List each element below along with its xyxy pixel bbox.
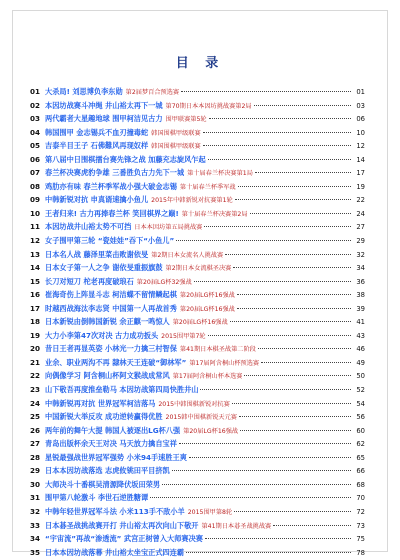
dot-leader (186, 552, 351, 553)
entry-title[interactable] (45, 478, 160, 492)
entry-number: 19 (30, 330, 41, 340)
entry-title[interactable] (45, 356, 259, 370)
page-number: 72 (356, 507, 365, 516)
entry-number: 12 (30, 236, 41, 246)
dot-leader (205, 538, 351, 539)
entry-number: 21 (30, 357, 41, 367)
entry-event: 第17届阿含桐山杯本选赛 (172, 373, 243, 381)
entry-number: 25 (30, 412, 41, 422)
toc-entry[interactable] (30, 519, 365, 533)
dot-leader (238, 186, 351, 187)
entry-headline: 业余、职业两沟不再 隸林天王连破“御林军” (45, 357, 187, 367)
entry-title[interactable] (45, 342, 256, 356)
entry-headline: 春兰杯决赛虎豹争雄 三番胜负古力先下一城 (45, 168, 185, 178)
entry-headline: 日本本因坊战落选 志虎攸铫田平目挤凯 (45, 466, 170, 476)
page-number: 60 (356, 426, 365, 435)
toc-entry[interactable] (30, 139, 365, 153)
page-number: 41 (356, 318, 365, 327)
entry-event: 日本本因坊第五局挑战赛 (134, 224, 203, 232)
entry-headline: 青岛出版杯余天王对决 马天放力擒自宝祥 (45, 439, 177, 449)
entry-event: 2015围甲第7轮 (161, 332, 206, 340)
entry-headline: 大师决斗十番棋吴清源降伏坂田荣男 (45, 479, 161, 489)
entry-number: 28 (30, 452, 41, 462)
entry-title[interactable] (45, 153, 206, 167)
entry-title[interactable] (45, 315, 228, 329)
dot-leader (150, 497, 351, 498)
entry-headline: 日本名人战 藤泽里菜击败谢依旻 (45, 249, 149, 259)
dot-leader (233, 267, 351, 268)
page-number: 32 (356, 250, 365, 259)
entry-title[interactable] (45, 193, 233, 207)
entry-event: 第70期日本本因坊挑战赛第2局 (165, 102, 252, 110)
page-number: 66 (356, 467, 365, 476)
entry-title[interactable] (45, 369, 242, 383)
entry-title[interactable] (45, 383, 198, 397)
page-number: 27 (356, 223, 365, 232)
entry-title[interactable] (45, 112, 207, 126)
dot-leader (204, 226, 351, 227)
entry-event: 第20届LG杯16强战 (172, 319, 228, 327)
entry-headline: 第八届中日围棋擂台赛先锋之战 加藤充志旋风乍起 (45, 154, 206, 164)
toc-entry[interactable] (30, 464, 365, 478)
entry-number: 06 (30, 154, 41, 164)
entry-event: 2015中韩围棋新锐对抗赛 (158, 400, 230, 408)
dot-leader (230, 321, 351, 322)
entry-number: 26 (30, 425, 41, 435)
dot-leader (239, 416, 351, 417)
entry-number: 35 (30, 547, 41, 557)
entry-title[interactable] (45, 532, 203, 546)
page-number: 06 (356, 115, 365, 124)
entry-title[interactable] (45, 126, 201, 140)
entry-title[interactable] (45, 207, 248, 221)
toc-entry[interactable] (30, 248, 365, 262)
entry-number: 10 (30, 208, 41, 218)
entry-headline: 大杀局! 刘思博负李东勋 (45, 87, 123, 96)
entry-headline: 中韩新锐对抗 申真谞速擒小鱼儿 (45, 195, 149, 205)
page-number: 73 (356, 521, 365, 530)
toc-entry[interactable] (30, 437, 365, 451)
entry-event: 第2期日本女流名人挑战赛 (151, 251, 224, 259)
entry-headline: 日本碁圣战挑战赛开打 井山裕太再次向山下敬开 (45, 520, 199, 530)
entry-title[interactable] (45, 234, 174, 248)
entry-event: 第20届LG杯16强战 (179, 292, 235, 300)
dot-leader (200, 389, 351, 390)
entry-event: 2015年中韩新锐对抗赛第1轮 (151, 197, 233, 205)
page-number: 54 (356, 399, 365, 408)
page-number: 19 (356, 182, 365, 191)
entry-title[interactable] (45, 85, 179, 99)
entry-number: 07 (30, 168, 41, 178)
page-number: 56 (356, 413, 365, 422)
entry-title[interactable] (45, 180, 236, 194)
dot-leader (273, 525, 351, 526)
toc-entry[interactable] (30, 220, 365, 234)
entry-number: 31 (30, 493, 41, 503)
entry-title[interactable] (45, 248, 223, 262)
entry-headline: 本因坊战井山裕太势不可挡 (45, 222, 132, 232)
entry-event: 第十届春兰杯季军战 (179, 183, 236, 191)
entry-headline: 韩国围甲 金志锡兵不血刃撞毒蛇 (45, 127, 149, 137)
toc-entry[interactable] (30, 193, 365, 207)
toc-entry[interactable] (30, 207, 365, 221)
entry-headline: 向偶像学习 阿含桐山杯阿文猴战成常风 (45, 371, 170, 381)
entry-title[interactable] (45, 519, 271, 533)
toc-entry[interactable] (30, 288, 365, 302)
toc-entry[interactable] (30, 342, 365, 356)
entry-event: 第41期日本棋圣战第二阶段 (179, 346, 256, 354)
toc-title: 目 录 (175, 56, 225, 71)
toc-entry[interactable] (30, 356, 365, 370)
dot-leader (235, 199, 351, 200)
page-number: 50 (356, 372, 365, 381)
dot-leader (203, 145, 351, 146)
entry-headline: 中国新锐大举反攻 成功逆转赢得优胜 (45, 412, 163, 422)
toc-entry[interactable] (30, 505, 365, 519)
entry-title[interactable] (45, 275, 192, 289)
entry-title[interactable] (45, 220, 202, 234)
entry-event: 第41期日本碁圣战挑战赛 (201, 522, 272, 530)
entry-headline: 崔海奇伤上阵显斗志 柯洁蝶不留情鳞起棋 (45, 290, 177, 300)
dot-leader (255, 172, 351, 173)
toc-entry[interactable] (30, 532, 365, 546)
toc-entry[interactable] (30, 451, 365, 465)
page-number: 17 (356, 169, 365, 178)
entry-title[interactable] (45, 261, 231, 275)
entry-event: 第2期日本女流棋圣决赛 (165, 265, 232, 273)
entry-title[interactable] (45, 491, 148, 505)
entry-number: 22 (30, 371, 41, 381)
entry-number: 13 (30, 249, 41, 259)
entry-headline: 时越西战海汰李志贤 中国第一人再战首秀 (45, 303, 177, 313)
toc-entry[interactable] (30, 383, 365, 397)
entry-number: 24 (30, 398, 41, 408)
dot-leader (208, 335, 351, 336)
page-number: 24 (356, 209, 365, 218)
page-number: 22 (356, 196, 365, 205)
entry-number: 27 (30, 439, 41, 449)
page-number: 14 (356, 155, 365, 164)
toc-entry[interactable] (30, 397, 365, 411)
entry-event: 第20届LG杯32强战 (136, 278, 192, 286)
entry-headline: 中韩新锐再对抗 世界冠军柯洁落马 (45, 398, 156, 408)
entry-event: 第2届梦百合预选赛 (125, 89, 180, 96)
entry-number: 20 (30, 344, 41, 354)
entry-title[interactable] (45, 437, 177, 451)
toc-entry[interactable] (30, 315, 365, 329)
toc-entry[interactable] (30, 329, 365, 343)
entry-title[interactable] (45, 546, 184, 560)
page-number: 49 (356, 358, 365, 367)
dot-leader (172, 470, 351, 471)
entry-number: 29 (30, 466, 41, 476)
entry-number: 04 (30, 127, 41, 137)
toc-entry[interactable] (30, 112, 365, 126)
dot-leader (179, 443, 351, 444)
entry-headline: 日本新锐由倒韩国新锐 余正麒一鸣惊人 (45, 317, 170, 327)
entry-number: 33 (30, 520, 41, 530)
page-number: 46 (356, 345, 365, 354)
entry-title[interactable] (45, 424, 238, 438)
entry-event: 2015韩中围棋新锐天元赛 (165, 414, 237, 422)
page-number: 36 (356, 277, 365, 286)
entry-headline: 女子围甲第三轮 “瓷娃娃”吞下“小鱼儿” (45, 236, 175, 246)
toc-entry[interactable] (30, 410, 365, 424)
entry-title[interactable] (45, 329, 206, 343)
dot-leader (208, 159, 351, 160)
dot-leader (209, 118, 351, 119)
toc-entry[interactable] (30, 261, 365, 275)
entry-number: 17 (30, 303, 41, 313)
entry-title[interactable] (45, 288, 235, 302)
toc-list (30, 85, 365, 559)
page-number: 70 (356, 494, 365, 503)
entry-title[interactable] (45, 166, 253, 180)
entry-headline: 昔日王者再显英姿 小林光一力擒三村智保 (45, 344, 177, 354)
entry-headline: “宇宙流”再战“渗透流” 武宫正树曾入大师赛决赛 (45, 534, 203, 544)
dot-leader (181, 91, 351, 92)
toc-entry[interactable] (30, 126, 365, 140)
toc-entry[interactable] (30, 180, 365, 194)
dot-leader (232, 403, 351, 404)
dot-leader (250, 213, 351, 214)
entry-headline: 星锐最强战世界冠军强势 小米94手速胜王爽 (45, 452, 187, 462)
toc-entry[interactable] (30, 424, 365, 438)
page-number: 39 (356, 304, 365, 313)
entry-number: 18 (30, 317, 41, 327)
dot-leader (237, 294, 351, 295)
entry-title[interactable] (45, 410, 237, 424)
entry-number: 15 (30, 276, 41, 286)
dot-leader (162, 484, 351, 485)
entry-number: 11 (30, 222, 41, 232)
dot-leader (244, 375, 351, 376)
page-number: 38 (356, 291, 365, 300)
entry-number: 01 (30, 87, 41, 96)
entry-event: 第十届春兰杯决赛第1局 (187, 170, 253, 178)
entry-headline: 围甲第八轮激斗 李世石逆胜糖谭 (45, 493, 149, 503)
toc-entry[interactable] (30, 369, 365, 383)
entry-number: 16 (30, 290, 41, 300)
entry-title[interactable] (45, 464, 170, 478)
entry-headline: 两年前的舞午大提 韩国人被逐出LG杯八强 (45, 425, 181, 435)
entry-headline: 长刀对短刀 柁老再度破琅石 (45, 276, 134, 286)
dot-leader (258, 348, 351, 349)
entry-headline: 山下敬吾再度推垒勒马 本因坊战第四局快胜井山 (45, 385, 199, 395)
entry-event: 韩国围棋甲级联赛 (151, 143, 201, 151)
toc-entry[interactable] (30, 546, 365, 560)
entry-headline: 日本本因坊战落幕 井山裕太坐宝正式四连霸 (45, 547, 185, 557)
entry-number: 23 (30, 385, 41, 395)
toc-entry[interactable] (30, 153, 365, 167)
dot-leader (189, 457, 351, 458)
toc-entry[interactable] (30, 275, 365, 289)
entry-title[interactable] (45, 397, 230, 411)
dot-leader (225, 254, 351, 255)
dot-leader (176, 240, 351, 241)
dot-leader (203, 132, 351, 133)
entry-headline: 日本女子第一人之争 谢依旻重振旗鼓 (45, 263, 163, 273)
entry-event: 第20届LG杯16强战 (183, 427, 239, 435)
toc-entry[interactable] (30, 302, 365, 316)
dot-leader (254, 105, 351, 106)
entry-headline: 中韩年轻世界冠军斗法 小米113手不敌小羊 (45, 506, 185, 516)
page-number: 01 (356, 88, 365, 96)
toc-entry[interactable] (30, 166, 365, 180)
entry-headline: 鸡肋亦有味 春兰杯季军战小强大破金志锡 (45, 181, 177, 191)
page-number: 68 (356, 480, 365, 489)
entry-headline: 两代霸者大星趣地球 围甲柯洁见古力 (45, 114, 163, 124)
entry-headline: 大力小李第47次对决 古力成功扳头 (45, 330, 159, 340)
entry-event: 围甲联赛第5轮 (165, 116, 207, 124)
dot-leader (194, 281, 351, 282)
entry-title[interactable] (45, 302, 235, 316)
entry-number: 03 (30, 114, 41, 124)
entry-event: 第20届LG杯16强战 (179, 305, 235, 313)
entry-event: 第17届阿含桐山杯预选赛 (189, 359, 260, 367)
page-number: 65 (356, 453, 365, 462)
page-number: 78 (356, 548, 365, 557)
entry-number: 09 (30, 195, 41, 205)
page-number: 75 (356, 535, 365, 544)
entry-title[interactable] (45, 99, 252, 113)
entry-title[interactable] (45, 139, 201, 153)
toc-entry[interactable] (30, 478, 365, 492)
toc-entry[interactable] (30, 234, 365, 248)
dot-leader (234, 511, 351, 512)
toc-entry[interactable] (30, 99, 365, 113)
entry-headline: 吉泰半目王子 石佛難风再现奴样 (45, 141, 149, 151)
entry-number: 32 (30, 506, 41, 516)
page-number: 10 (356, 128, 365, 137)
entry-headline: 本因坊战赛斗冲绳 井山裕太再下一城 (45, 100, 163, 110)
entry-number: 30 (30, 479, 41, 489)
page-number: 62 (356, 440, 365, 449)
page-number: 03 (356, 101, 365, 110)
entry-number: 02 (30, 100, 41, 110)
toc-entry[interactable] (30, 491, 365, 505)
entry-number: 14 (30, 263, 41, 273)
entry-event: 韩国围棋甲级联赛 (151, 129, 201, 137)
entry-title[interactable] (45, 451, 187, 465)
entry-headline: 王者归来! 古力再捧春兰杯 笑回棋界之巅! (45, 208, 179, 218)
dot-leader (261, 362, 351, 363)
page-number: 52 (356, 386, 365, 395)
dot-leader (237, 308, 351, 309)
page-number: 12 (356, 142, 365, 151)
page-number: 43 (356, 331, 365, 340)
entry-title[interactable] (45, 505, 232, 519)
dot-leader (240, 430, 351, 431)
entry-number: 05 (30, 141, 41, 151)
entry-number: 08 (30, 181, 41, 191)
entry-number: 34 (30, 534, 41, 544)
page-number: 34 (356, 264, 365, 273)
entry-event: 2015围甲第8轮 (187, 508, 233, 516)
toc-entry[interactable] (30, 85, 365, 99)
entry-event: 第十届春兰杯决赛第2局 (181, 210, 248, 218)
page-number: 29 (356, 237, 365, 246)
